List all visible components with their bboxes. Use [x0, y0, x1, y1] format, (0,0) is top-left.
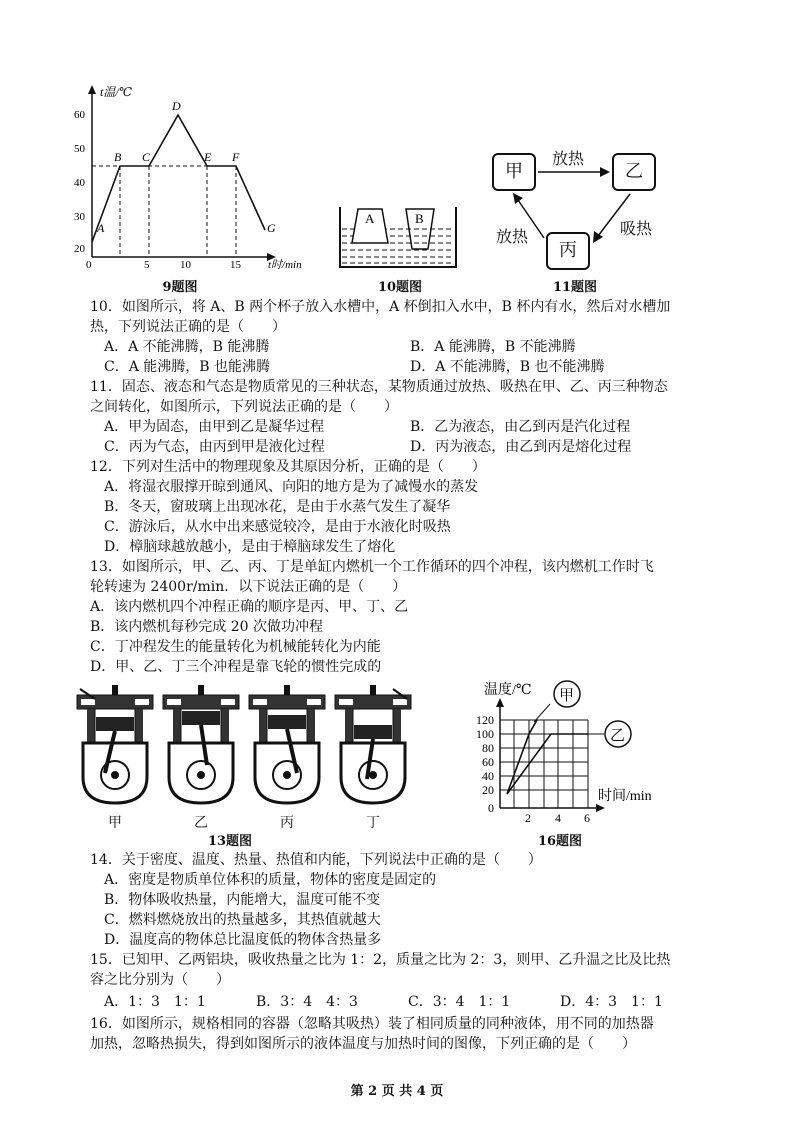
fig9-ytick: 30: [74, 211, 85, 223]
fig9-caption: 9题图: [162, 280, 198, 295]
fig16-xtick: 6: [584, 811, 590, 825]
q13-option-b[interactable]: B．该内燃机每秒完成 20 次做功冲程: [90, 619, 324, 635]
q12-option-a[interactable]: A．将湿衣服撑开晾到通风、向阳的地方是为了减慢水的蒸发: [104, 479, 479, 495]
q13-option-d[interactable]: D．甲、乙、丁三个冲程是靠飞轮的惯性完成的: [90, 659, 382, 675]
fig11-label-release-left: 放热: [496, 227, 529, 246]
fig16-ytick: 80: [482, 741, 494, 755]
fig16-xtick: 2: [525, 811, 531, 825]
q16-stem-line2: 加热，忽略热损失，得到如图所示的液体温度与加热时间的图像，下列正确的是（ ）: [90, 1036, 636, 1052]
fig13-caption: 13题图: [207, 834, 253, 849]
fig16-ytick: 40: [482, 769, 494, 783]
fig13-label-jia: 甲: [108, 815, 122, 831]
q11-option-b[interactable]: B．乙为液态，由乙到丙是汽化过程: [410, 419, 631, 435]
q10-option-b[interactable]: B．A 能沸腾，B 不能沸腾: [410, 339, 576, 355]
q13-stem-line1: 13．如图所示，甲、乙、丙、丁是单缸内燃机一个工作循环的四个冲程，该内燃机工作时飞: [90, 559, 654, 575]
fig16-ytick: 100: [476, 727, 494, 741]
fig9-xlabel: t时/min: [268, 259, 302, 271]
q15-stem-line2: 容之比分别为（ ）: [90, 972, 230, 988]
state-box-jia: 甲: [492, 153, 536, 191]
q12-option-c[interactable]: C．游泳后，从水中出来感觉较冷，是由于水液化时吸热: [104, 519, 451, 535]
fig9-ylabel: t温/℃: [100, 85, 133, 99]
fig13-label-yi: 乙: [194, 815, 208, 831]
fig16-ytick: 120: [476, 713, 494, 727]
fig16-series-yi-line: [507, 734, 588, 794]
q15-stem-line1: 15．已知甲、乙两铝块，吸收热量之比为 1：2，质量之比为 2：3，则甲、乙升温之比及比热: [90, 952, 671, 968]
fig16-series-jia-line: [507, 720, 537, 794]
fig11-label-absorb: 吸热: [620, 219, 653, 238]
q14-option-d[interactable]: D．温度高的物体总比温度低的物体含热量多: [104, 932, 382, 948]
q10-option-d[interactable]: D．A 不能沸腾，B 也不能沸腾: [410, 359, 605, 375]
q10-option-c[interactable]: C．A 能沸腾，B 也能沸腾: [104, 359, 271, 375]
fig16-xtick: 4: [555, 811, 561, 825]
figure-9-graph: [70, 82, 315, 272]
q13-option-a[interactable]: A．该内燃机四个冲程正确的顺序是丙、甲、丁、乙: [90, 599, 409, 615]
q12-option-d[interactable]: D．樟脑球越放越小，是由于樟脑球发生了熔化: [104, 539, 396, 555]
fig11-caption: 11题图: [552, 280, 598, 295]
figure-10-tank: [336, 205, 461, 271]
fig9-ytick: 20: [74, 243, 85, 255]
fig16-xlabel: 时间/min: [598, 789, 652, 804]
q14-option-b[interactable]: B．物体吸收热量，内能增大，温度可能不变: [104, 892, 381, 908]
fig9-xtick: 0: [86, 259, 92, 271]
state-box-yi: 乙: [612, 153, 656, 191]
q15-option-a[interactable]: A．1：3 1：1: [104, 994, 206, 1010]
state-box-bing: 丙: [546, 232, 590, 270]
fig9-point-label: B: [114, 150, 122, 164]
figure-16-graph: [470, 672, 700, 832]
q15-option-d[interactable]: D．4：3 1：1: [560, 994, 663, 1010]
fig16-ytick: 60: [482, 755, 494, 769]
q15-option-b[interactable]: B．3：4 4：3: [256, 994, 358, 1010]
q14-option-a[interactable]: A．密度是物质单位体积的质量，物体的密度是固定的: [104, 872, 437, 888]
fig9-xtick: 10: [180, 259, 191, 271]
fig16-series-yi: 乙: [610, 728, 626, 744]
fig10-label-a: A: [365, 211, 375, 226]
fig10-label-b: B: [415, 211, 424, 226]
q11-option-a[interactable]: A．甲为固态，由甲到乙是凝华过程: [104, 419, 325, 435]
q11-stem-line2: 之间转化，如图所示，下列说法正确的是（ ）: [90, 399, 398, 415]
fig9-xtick: 5: [144, 259, 150, 271]
q10-option-a[interactable]: A．A 不能沸腾，B 能沸腾: [104, 339, 270, 355]
fig11-label-release-top: 放热: [552, 149, 585, 168]
q10-stem-line2: 热，下列说法正确的是（ ）: [90, 319, 286, 335]
fig10-caption: 10题图: [377, 280, 423, 295]
fig9-ytick: 60: [74, 109, 85, 121]
q11-option-c[interactable]: C．丙为气态，由丙到甲是液化过程: [104, 439, 325, 455]
fig16-caption: 16题图: [537, 834, 583, 849]
q13-stem-line2: 轮转速为 2400r/min．以下说法正确的是（ ）: [90, 579, 407, 595]
fig13-label-bing: 丙: [280, 815, 294, 831]
q11-option-d[interactable]: D．丙为液态，由乙到丙是熔化过程: [410, 439, 632, 455]
fig9-ytick: 40: [74, 177, 85, 189]
q12-option-b[interactable]: B．冬天，窗玻璃上出现冰花，是由于水蒸气发生了凝华: [104, 499, 451, 515]
fig9-point-label: G: [267, 221, 276, 235]
fig9-ytick: 50: [74, 143, 85, 155]
fig16-ylabel: 温度/℃: [484, 683, 532, 698]
fig9-point-label: F: [232, 150, 240, 164]
page-footer: 第 2 页 共 4 页: [350, 1084, 444, 1099]
q10-stem-line1: 10．如图所示，将 A、B 两个杯子放入水槽中，A 杯倒扣入水中，B 杯内有水，然后对水槽加: [90, 299, 671, 315]
q16-stem-line1: 16．如图所示，规格相同的容器（忽略其吸热）装了相同质量的同种液体，用不同的加热器: [90, 1016, 654, 1032]
q11-stem-line1: 11．固态、液态和气态是物质常见的三种状态，某物质通过放热、吸热在甲、乙、丙三种物态: [90, 379, 668, 395]
q14-option-c[interactable]: C．燃料燃烧放出的热量越多，其热值就越大: [104, 912, 381, 928]
q15-option-c[interactable]: C．3：4 1：1: [408, 994, 511, 1010]
q13-option-c[interactable]: C．丁冲程发生的能量转化为机械能转化为内能: [90, 639, 381, 655]
q12-stem: 12．下列对生活中的物理现象及其原因分析，正确的是（ ）: [90, 459, 486, 475]
fig9-point-label: D: [172, 99, 181, 113]
fig9-point-label: C: [142, 150, 151, 164]
fig16-ytick: 0: [488, 801, 494, 815]
fig9-point-label: E: [204, 150, 212, 164]
fig16-ytick: 20: [482, 783, 494, 797]
fig9-point-label: A: [97, 221, 105, 235]
q14-stem: 14．关于密度、温度、热量、热值和内能，下列说法中正确的是（ ）: [90, 852, 542, 868]
fig13-label-ding: 丁: [366, 815, 380, 831]
fig9-xtick: 15: [230, 259, 241, 271]
fig16-series-jia: 甲: [559, 688, 575, 704]
figure-13-engines: [75, 685, 415, 810]
